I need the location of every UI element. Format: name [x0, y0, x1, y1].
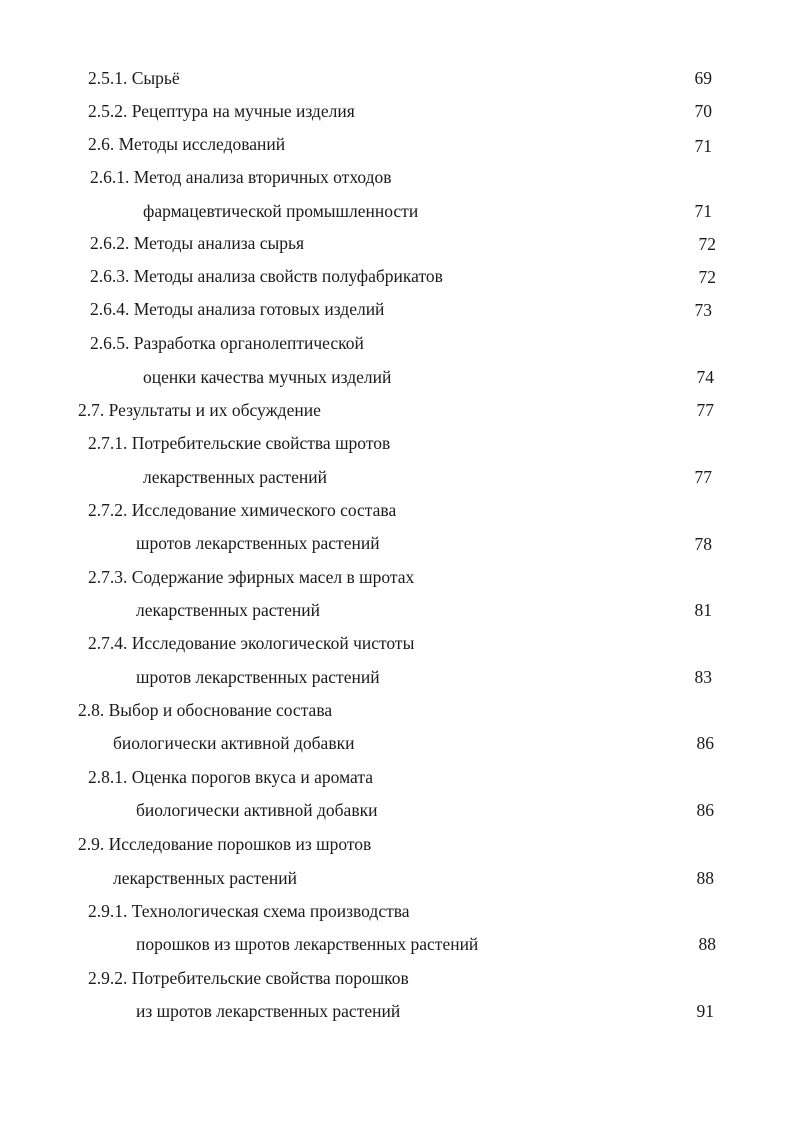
toc-page-number: 91 [696, 1001, 714, 1021]
toc-page-number: 72 [698, 267, 716, 287]
toc-entry-title: лекарственных растений [136, 600, 321, 620]
toc-entry-title: 2.7.2. Исследование химического состава [88, 500, 397, 520]
toc-page-number: 88 [696, 868, 714, 888]
toc-page-number: 77 [696, 400, 714, 420]
toc-entry-title: шротов лекарственных растений [136, 533, 380, 553]
toc-entry-title: 2.5.1. Сырьё [88, 68, 180, 88]
toc-page-number: 73 [694, 300, 712, 320]
toc-entry-title: 2.6.1. Метод анализа вторичных отходов [90, 167, 392, 187]
toc-entry-title: 2.8.1. Оценка порогов вкуса и аромата [88, 767, 373, 787]
toc-page-number: 83 [694, 667, 712, 687]
toc-page-number: 72 [698, 234, 716, 254]
toc-entry-title: 2.7.3. Содержание эфирных масел в шротах [88, 567, 415, 587]
toc-entry-title: 2.6.2. Методы анализа сырья [90, 233, 305, 253]
toc-page-number: 86 [696, 733, 714, 753]
toc-entry-title: шротов лекарственных растений [136, 667, 380, 687]
toc-entry-title: из шротов лекарственных растений [136, 1001, 401, 1021]
toc-page-number: 71 [694, 136, 712, 156]
toc-entry-title: 2.7. Результаты и их обсуждение [78, 400, 321, 420]
toc-entry-title: 2.7.1. Потребительские свойства шротов [88, 433, 391, 453]
toc-page-number: 78 [694, 534, 712, 554]
toc-entry-title: 2.7.4. Исследование экологической чистоты [88, 633, 415, 653]
toc-entry-title: 2.6.5. Разработка органолептической [90, 333, 364, 353]
toc-entry-title: 2.8. Выбор и обоснование состава [78, 700, 333, 720]
toc-page-number: 81 [694, 600, 712, 620]
toc-entry-title: 2.6.4. Методы анализа готовых изделий [90, 299, 385, 319]
toc-page-number: 88 [698, 934, 716, 954]
toc-entry-title: фармацевтической промышленности [143, 201, 419, 221]
toc-entry-title: 2.6.3. Методы анализа свойств полуфабрикатов [90, 266, 443, 286]
toc-page-number: 86 [696, 800, 714, 820]
toc-entry-title: биологически активной добавки [136, 800, 378, 820]
toc-entry-title: лекарственных растений [143, 467, 328, 487]
toc-entry-title: 2.6. Методы исследований [88, 134, 286, 154]
toc-entry-title: 2.9. Исследование порошков из шротов [78, 834, 372, 854]
toc-page-number: 70 [694, 101, 712, 121]
toc-entry-title: оценки качества мучных изделий [143, 367, 392, 387]
toc-entry-title: лекарственных растений [113, 868, 298, 888]
toc-page-number: 69 [694, 68, 712, 88]
toc-page-number: 74 [696, 367, 714, 387]
toc-entry-title: порошков из шротов лекарственных растений [136, 934, 479, 954]
toc-entry-title: 2.9.1. Технологическая схема производства [88, 901, 410, 921]
toc-entry-title: биологически активной добавки [113, 733, 355, 753]
toc-page-number: 71 [694, 201, 712, 221]
toc-entry-title: 2.5.2. Рецептура на мучные изделия [88, 101, 355, 121]
toc-entry-title: 2.9.2. Потребительские свойства порошков [88, 968, 409, 988]
toc-page-number: 77 [694, 467, 712, 487]
